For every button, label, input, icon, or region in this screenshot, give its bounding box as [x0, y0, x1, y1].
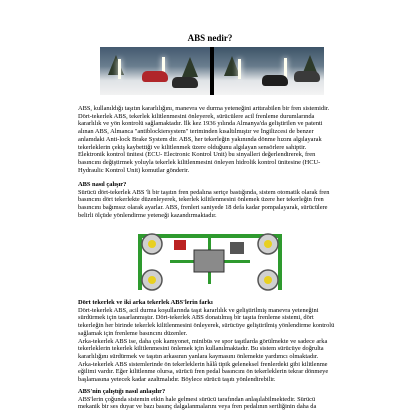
- types-line: başlamasına yetecek kadar azaltmalıdır. Böylece sürücü taşıtı yönlendirebilir.: [78, 376, 276, 384]
- how-line: basıncını dört tekerlekte düzenleyerek, tekerlek kilitlenmesini önlemek üzere her tekerleğin fren: [78, 196, 324, 204]
- types-line: Dört-tekerlek ABS, acil durma koşullarında taşıt kararlılık ve geliştirilmiş manevra yeteneğini: [78, 306, 319, 314]
- intro-line: Dört-tekerlek ABS, tekerlek kilitlenmesini önleyerek, sürücülere acil frenleme durumlarında: [78, 112, 315, 120]
- types-line: Arka-tekerlek ABS ise, daha çok kamyonet, minibüs ve spor taşıtlarda görülmekte ve sadece arka: [78, 337, 328, 345]
- intro-line: anlamdaki Anti-lock Brake System dir. ABS, her tekerleğin yakınında dönme hızını algılayarak: [78, 135, 322, 143]
- intro-line: alınan ABS, Almanca "antiblockiersystem" teriminden kısaltılmıştır ve İngilizcesi de benzer: [78, 128, 314, 136]
- photo-panel-right: [214, 47, 324, 95]
- types-line: sağlamak için frenleme basıncını düzenler.: [78, 329, 188, 337]
- section-heading: ABS nasıl çalışır?: [78, 181, 127, 188]
- abs-comparison-photo: [100, 47, 324, 95]
- light-pole: [118, 59, 121, 79]
- feel-line: mekanik bir ses duyar ve bazı basınç dalgalanmalarını veya fren pedalının sertliğinin daha da: [78, 403, 317, 411]
- types-line: kararlılığını sürdürmek ve taşıtın arkasının yanlara kaymasını önlemekte yardımcı olmaktadır.: [78, 352, 319, 360]
- intro-line: basıncını değiştirmek yoluyla tekerlek kilitlenmesini önleyen hidrolik kontrol ünitesine (HCU-: [78, 158, 321, 166]
- types-section: [78, 299, 344, 384]
- sensor-icon: [264, 240, 272, 248]
- red-car: [142, 71, 168, 82]
- how-line: Sürücü dört-tekerlek ABS 'li bir taşıtın fren pedalına sertçe bastığında, sistem otomatik olarak fren: [78, 188, 330, 196]
- types-line: sürdürmek için tasarlanmıştır. Dört-tekerlek ABS donatılmış bir taşıta frenleme sistemi, dört: [78, 314, 314, 322]
- tree-shape: [182, 57, 198, 77]
- feel-section: [78, 388, 344, 411]
- section-heading: ABS'nin çalıştığı nasıl anlaşılır?: [78, 388, 166, 395]
- how-section: [78, 181, 344, 220]
- dark-car: [262, 75, 288, 86]
- dark-car: [294, 71, 320, 82]
- types-line: eğilimi vardır. Eğer kilitlenme olursa, sürücü fren pedal basıncını ön tekerleklerin tekrar dönmeye: [78, 368, 329, 376]
- sensor-icon: [148, 240, 156, 248]
- intro-line: tekerleklerin çekiş kaybettiği ve kilitlenmek üzere olduğunu algılayan sensörlere sahiptir.: [78, 143, 307, 151]
- how-line: basıncını bağımsız olarak ayarlar. ABS, frenleri saniyede 18 defa kadar pompalayarak, sürücülere: [78, 204, 328, 212]
- dark-car: [172, 77, 198, 88]
- hydraulic-unit: [194, 250, 224, 272]
- section-heading: Dört tekerlek ve iki arka tekerlek ABS'lerin farkı: [78, 299, 213, 306]
- tree-shape: [108, 55, 124, 75]
- control-unit: [230, 242, 244, 254]
- intro-line: Elektronik kontrol ünitesi (ECU- Electronic Kontrol Unit) bu sinyalleri değerlendirerek, fren: [78, 151, 316, 159]
- feel-line: ABS'lerin çoğunda sistemin etkin hale gelmesi sürücü tarafından anlaşılabilmektedir. Sürücü: [78, 395, 316, 403]
- types-line: Arka-tekerlek ABS sistemlerinde ön tekerleklerin hâlâ tipik geleneksel frenlerdeki gibi kilitlenme: [78, 360, 328, 368]
- photo-panel-left: [100, 47, 210, 95]
- sensor-icon: [264, 276, 272, 284]
- intro-line: ABS, kullanıldığı taşıtın kararlılığını, manevra ve durma yeteneğini arttırabilen bir fren sistemidir.: [78, 105, 330, 112]
- intro-section: [78, 105, 344, 174]
- types-line: tekerleğin her birinde tekerlek kilitlenmesini önleyerek, sürücüye geliştirilmiş yönlendirme kontrolü: [78, 322, 335, 330]
- sensor-icon: [148, 276, 156, 284]
- abs-system-diagram: [130, 228, 290, 294]
- brake-booster: [174, 240, 186, 250]
- light-pole: [238, 59, 241, 79]
- page-title: ABS nedir?: [187, 33, 233, 43]
- intro-line: kararlılık ve yön kontrolü sağlamaktadır. İlk kez 1936 yılında Almanya'da geliştirilen ve patenti: [78, 120, 323, 128]
- types-line: tekerleklerin tekerlek kilitlenmesini önlemek için kullanılmaktadır. Bu sistem sürücüye doğrulta: [78, 345, 324, 353]
- how-line: belirli ölçüde yönlendirme yeteneği kazandırmaktadır.: [78, 211, 217, 219]
- intro-line: Hydraulic Kontrol Unit) komutlar gönderir.: [78, 166, 190, 174]
